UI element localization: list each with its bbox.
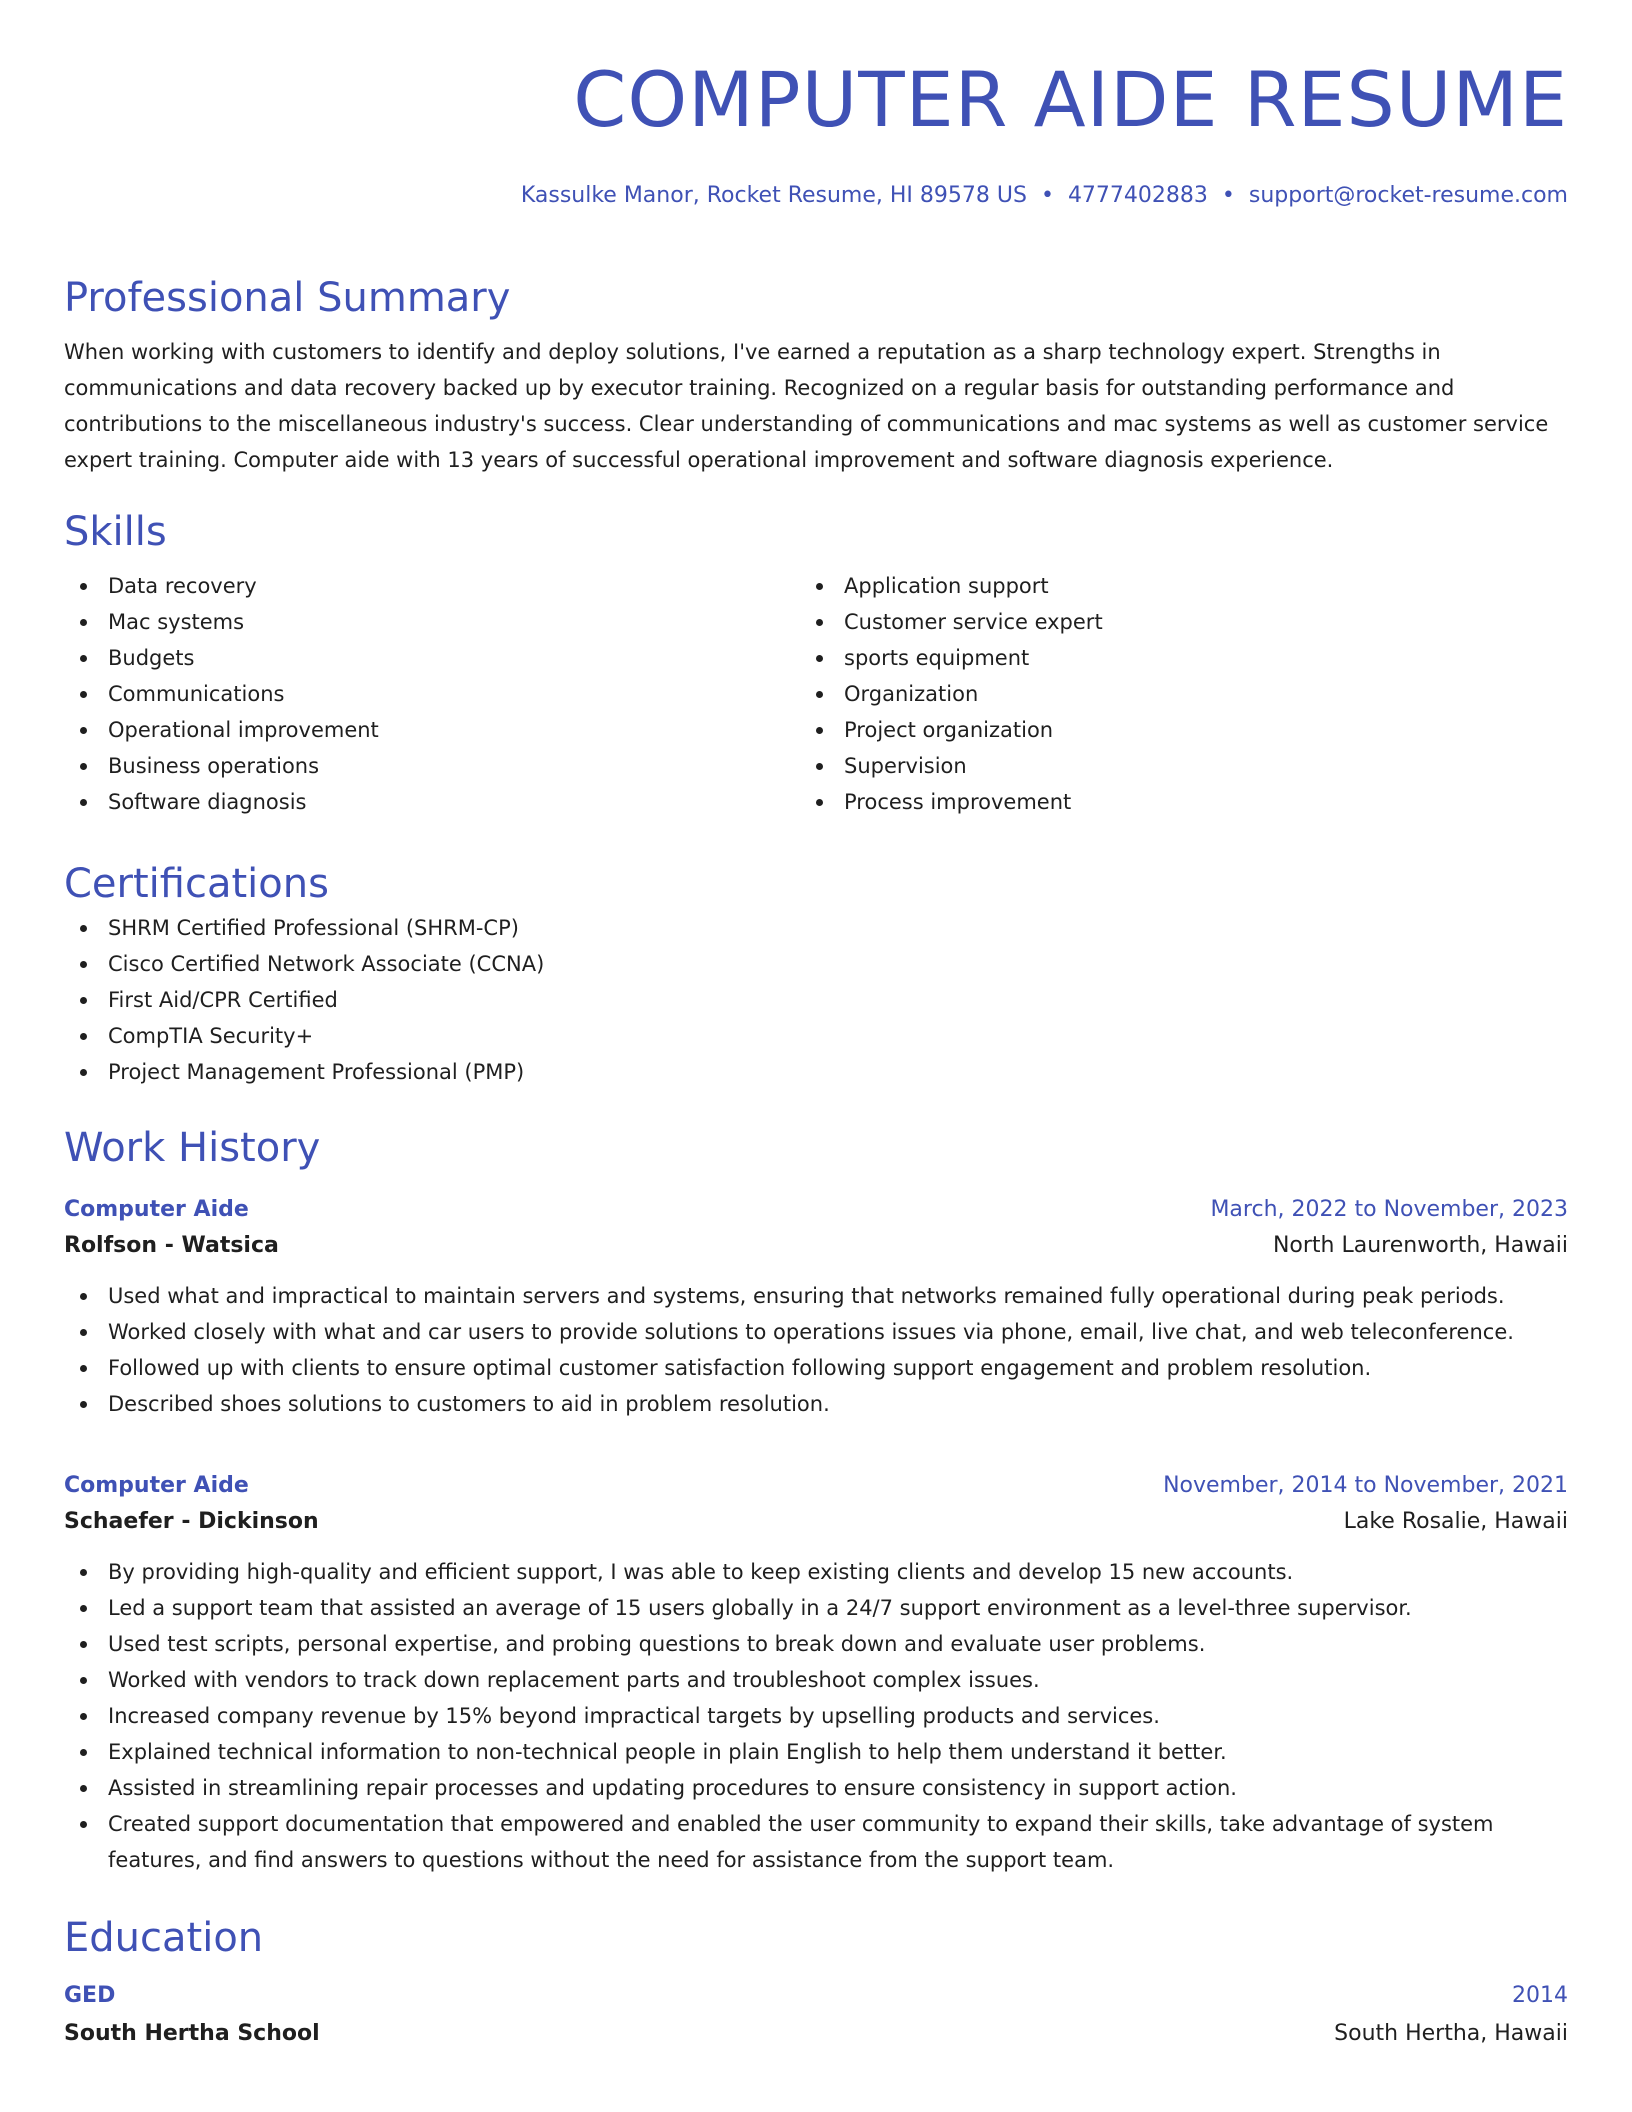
job-bullet: Increased company revenue by 15% beyond impractical targets by upselling products and services. bbox=[64, 1698, 1568, 1734]
education-entry bbox=[64, 1978, 1568, 2052]
contact-address: Kassulke Manor, Rocket Resume, HI 89578 US bbox=[520, 183, 1027, 208]
skill-item: sports equipment bbox=[800, 640, 1536, 676]
job-bullet: Used what and impractical to maintain servers and systems, ensuring that networks remained fully operational during peak periods. bbox=[64, 1278, 1568, 1314]
skills-grid bbox=[64, 568, 1568, 820]
skill-item: Project organization bbox=[800, 712, 1536, 748]
job-company: Schaefer - Dickinson bbox=[64, 1509, 319, 1534]
skill-item: Mac systems bbox=[64, 604, 800, 640]
job-bullet: By providing high-quality and efficient support, I was able to keep existing clients and develop 15 new accounts. bbox=[64, 1554, 1568, 1590]
job-header-row bbox=[64, 1468, 1568, 1504]
job-title: Computer Aide bbox=[64, 1197, 249, 1222]
skill-item: Organization bbox=[800, 676, 1536, 712]
job-bullets bbox=[64, 1554, 1568, 1878]
job-bullet: Assisted in streamlining repair processes and updating procedures to ensure consistency in support action. bbox=[64, 1770, 1568, 1806]
summary-heading: Professional Summary bbox=[64, 275, 511, 321]
education-location: South Hertha, Hawaii bbox=[1334, 2021, 1568, 2046]
education-heading: Education bbox=[64, 1915, 264, 1961]
skill-item: Data recovery bbox=[64, 568, 800, 604]
certifications-heading: Certifications bbox=[64, 861, 329, 907]
education-school-row bbox=[64, 2016, 1568, 2052]
job-bullet: Explained technical information to non-technical people in plain English to help them understand it better. bbox=[64, 1734, 1568, 1770]
education-school: South Hertha School bbox=[64, 2021, 320, 2046]
job-bullet: Used test scripts, personal expertise, and probing questions to break down and evaluate user problems. bbox=[64, 1626, 1568, 1662]
job-location: North Laurenworth, Hawaii bbox=[1272, 1233, 1568, 1258]
job-location: Lake Rosalie, Hawaii bbox=[1343, 1509, 1568, 1534]
job-dates: March, 2022 to November, 2023 bbox=[1210, 1197, 1568, 1222]
job-company-row bbox=[64, 1228, 1568, 1264]
contact-separator: • bbox=[1221, 183, 1235, 208]
resume-title: COMPUTER AIDE RESUME bbox=[573, 55, 1568, 144]
certifications-list bbox=[64, 910, 1568, 1090]
contact-line bbox=[64, 180, 1568, 212]
job-bullet: Worked with vendors to track down replacement parts and troubleshoot complex issues. bbox=[64, 1662, 1568, 1698]
contact-phone: 4777402883 bbox=[1067, 183, 1208, 208]
work-history-heading: Work History bbox=[64, 1125, 321, 1171]
job-bullet: Followed up with clients to ensure optimal customer satisfaction following support engagement and problem resolution. bbox=[64, 1350, 1568, 1386]
skill-item: Application support bbox=[800, 568, 1536, 604]
skill-item: Budgets bbox=[64, 640, 800, 676]
certification-item: First Aid/CPR Certified bbox=[64, 982, 1568, 1018]
job-bullet: Worked closely with what and car users to provide solutions to operations issues via phone, email, live chat, and web teleconference. bbox=[64, 1314, 1568, 1350]
summary-text: When working with customers to identify and deploy solutions, I've earned a reputation as a sharp technology expert. Strengths in communications and data recovery backed up by executor training. Recognized on a regular basis for outstanding performance and contributions to the miscellaneous industry's success. Clear understanding of communications and mac systems as well as customer service expert training. Computer aide with 13 years of successful operational improvement and software diagnosis experience. bbox=[64, 340, 1549, 472]
job-bullets bbox=[64, 1278, 1568, 1422]
skills-list-left bbox=[64, 568, 800, 820]
job-title: Computer Aide bbox=[64, 1473, 249, 1498]
education-degree: GED bbox=[64, 1983, 116, 2008]
education-header-row bbox=[64, 1978, 1568, 2014]
job-bullet: Led a support team that assisted an average of 15 users globally in a 24/7 support environment as a level-three supervisor. bbox=[64, 1590, 1568, 1626]
skill-item: Software diagnosis bbox=[64, 784, 800, 820]
contact-email: support@rocket-resume.com bbox=[1248, 183, 1568, 208]
skills-heading: Skills bbox=[64, 509, 167, 555]
job-entry bbox=[64, 1192, 1568, 1422]
job-entry bbox=[64, 1468, 1568, 1878]
job-company-row bbox=[64, 1504, 1568, 1540]
skill-item: Communications bbox=[64, 676, 800, 712]
job-dates: November, 2014 to November, 2021 bbox=[1163, 1473, 1568, 1498]
certification-item: Cisco Certified Network Associate (CCNA) bbox=[64, 946, 1568, 982]
contact-separator: • bbox=[1040, 183, 1054, 208]
certification-item: Project Management Professional (PMP) bbox=[64, 1054, 1568, 1090]
skill-item: Business operations bbox=[64, 748, 800, 784]
job-company: Rolfson - Watsica bbox=[64, 1233, 279, 1258]
skill-item: Operational improvement bbox=[64, 712, 800, 748]
job-bullet: Described shoes solutions to customers to aid in problem resolution. bbox=[64, 1386, 1568, 1422]
skill-item: Customer service expert bbox=[800, 604, 1536, 640]
job-header-row bbox=[64, 1192, 1568, 1228]
job-bullet: Created support documentation that empowered and enabled the user community to expand their skills, take advantage of system features, and find answers to questions without the need for assistance from the support team. bbox=[64, 1806, 1568, 1878]
certification-item: SHRM Certified Professional (SHRM-CP) bbox=[64, 910, 1568, 946]
skill-item: Process improvement bbox=[800, 784, 1536, 820]
skill-item: Supervision bbox=[800, 748, 1536, 784]
certification-item: CompTIA Security+ bbox=[64, 1018, 1568, 1054]
skills-list-right bbox=[800, 568, 1536, 820]
education-year: 2014 bbox=[1512, 1983, 1568, 2008]
